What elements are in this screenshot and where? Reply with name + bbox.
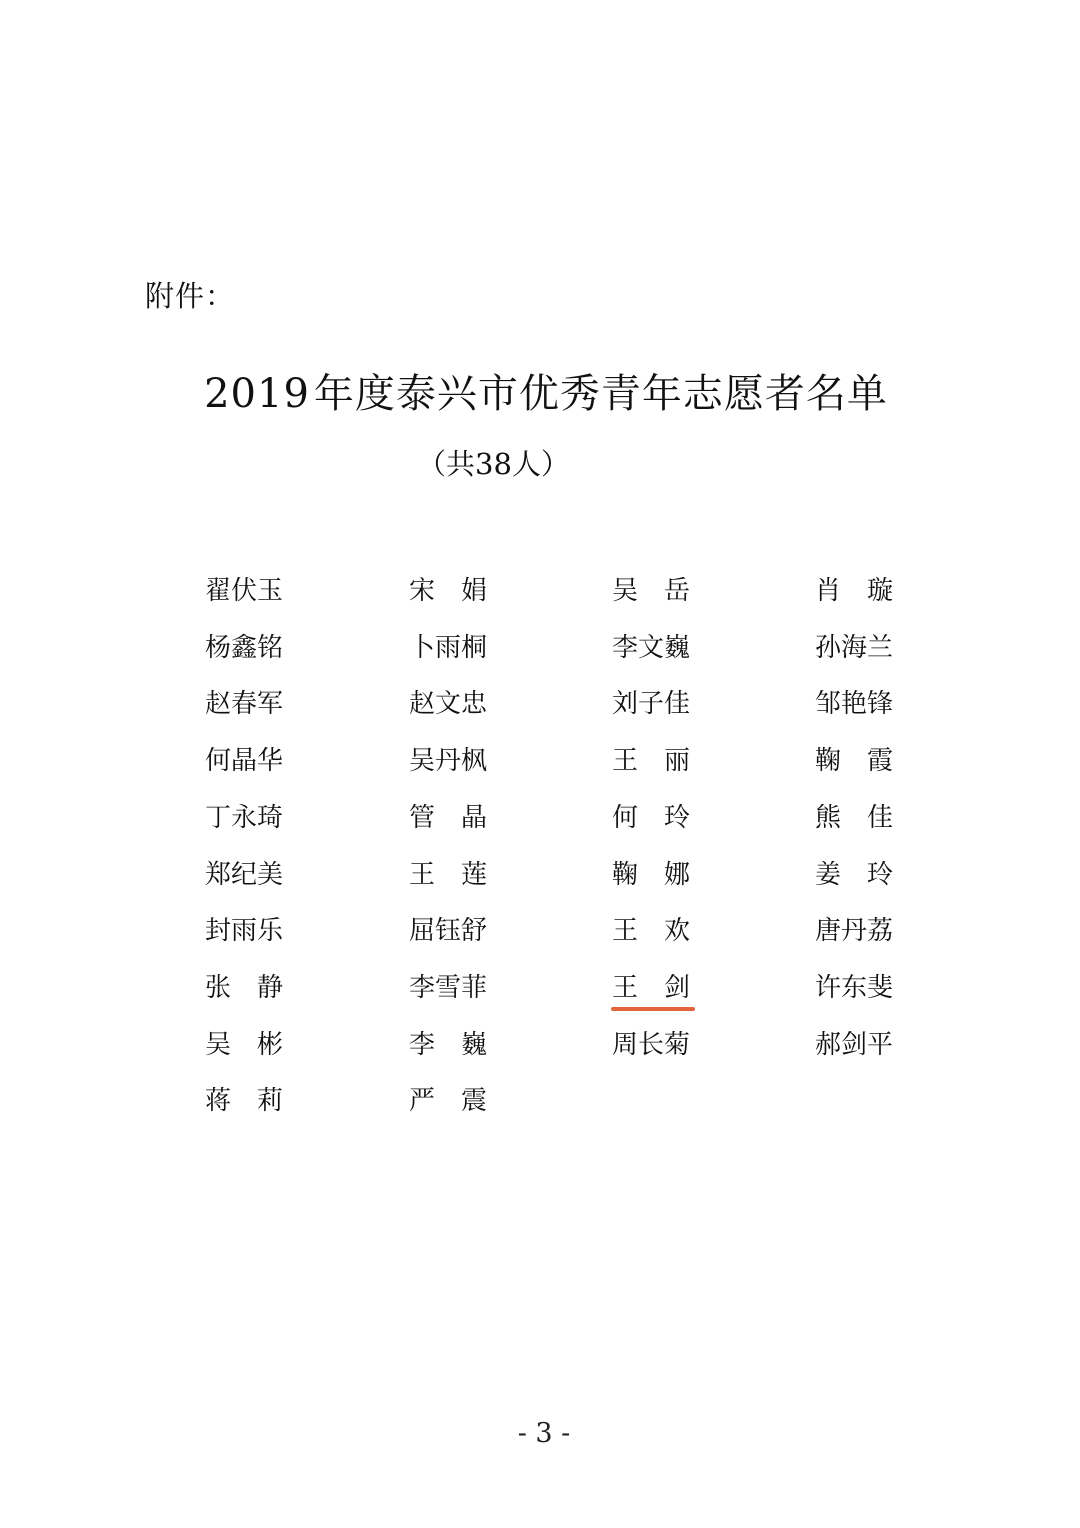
name-entry: 郝 剑 平 bbox=[815, 1029, 894, 1060]
title-year: 2019 bbox=[204, 371, 310, 417]
name-entry: 赵 春 军 bbox=[205, 689, 284, 720]
name-entry: 卜 雨 桐 bbox=[409, 632, 488, 663]
name-entry: 王 剑 bbox=[612, 972, 690, 1003]
name-entry: 鞠 娜 bbox=[612, 859, 690, 890]
name-entry: 管 晶 bbox=[409, 802, 487, 833]
name-entry: 严 震 bbox=[409, 1086, 487, 1117]
name-entry: 丁 永 琦 bbox=[205, 802, 284, 833]
name-entry: 唐 丹 荔 bbox=[815, 916, 894, 947]
name-entry: 熊 佳 bbox=[815, 802, 893, 833]
highlight-underline bbox=[611, 1007, 695, 1011]
name-entry: 吴 彬 bbox=[205, 1029, 283, 1060]
subtitle-close: 人） bbox=[511, 447, 570, 481]
subtitle-open: （共 bbox=[417, 447, 476, 481]
name-entry: 杨 鑫 铭 bbox=[205, 632, 284, 663]
name-entry: 封 雨 乐 bbox=[205, 916, 284, 947]
name-entry: 邹 艳 锋 bbox=[815, 689, 894, 720]
subtitle-count: 38 bbox=[475, 447, 512, 481]
name-entry: 李 文 巍 bbox=[612, 632, 691, 663]
name-entry: 孙 海 兰 bbox=[815, 632, 894, 663]
name-entry: 王 莲 bbox=[409, 859, 487, 890]
attachment-label: 附件： bbox=[145, 279, 236, 313]
name-entry: 何 晶 华 bbox=[205, 746, 284, 777]
name-entry: 许 东 斐 bbox=[815, 972, 894, 1003]
name-entry: 李 巍 bbox=[409, 1029, 487, 1060]
name-entry: 郑 纪 美 bbox=[205, 859, 284, 890]
name-entry: 吴 丹 枫 bbox=[409, 746, 488, 777]
title-text: 年度泰兴市优秀青年志愿者名单 bbox=[313, 371, 888, 417]
page-number: - 3 - bbox=[517, 1418, 571, 1449]
name-entry: 宋 娟 bbox=[409, 576, 487, 606]
name-entry: 姜 玲 bbox=[815, 859, 893, 890]
name-entry: 李 雪 菲 bbox=[409, 972, 488, 1003]
name-entry: 鞠 霞 bbox=[815, 746, 893, 777]
name-entry: 王 丽 bbox=[612, 746, 690, 777]
name-entry: 何 玲 bbox=[612, 802, 690, 833]
name-entry: 蒋 莉 bbox=[205, 1086, 283, 1117]
name-entry: 吴 岳 bbox=[612, 576, 690, 606]
name-entry: 刘 子 佳 bbox=[612, 689, 691, 720]
name-entry: 赵 文 忠 bbox=[409, 689, 488, 720]
name-entry: 张 静 bbox=[205, 972, 283, 1003]
name-entry: 王 欢 bbox=[612, 916, 690, 947]
name-entry: 屈 钰 舒 bbox=[409, 916, 488, 947]
name-entry: 周 长 菊 bbox=[612, 1029, 691, 1060]
name-entry: 肖 璇 bbox=[815, 576, 893, 606]
name-entry: 翟 伏 玉 bbox=[205, 576, 284, 606]
